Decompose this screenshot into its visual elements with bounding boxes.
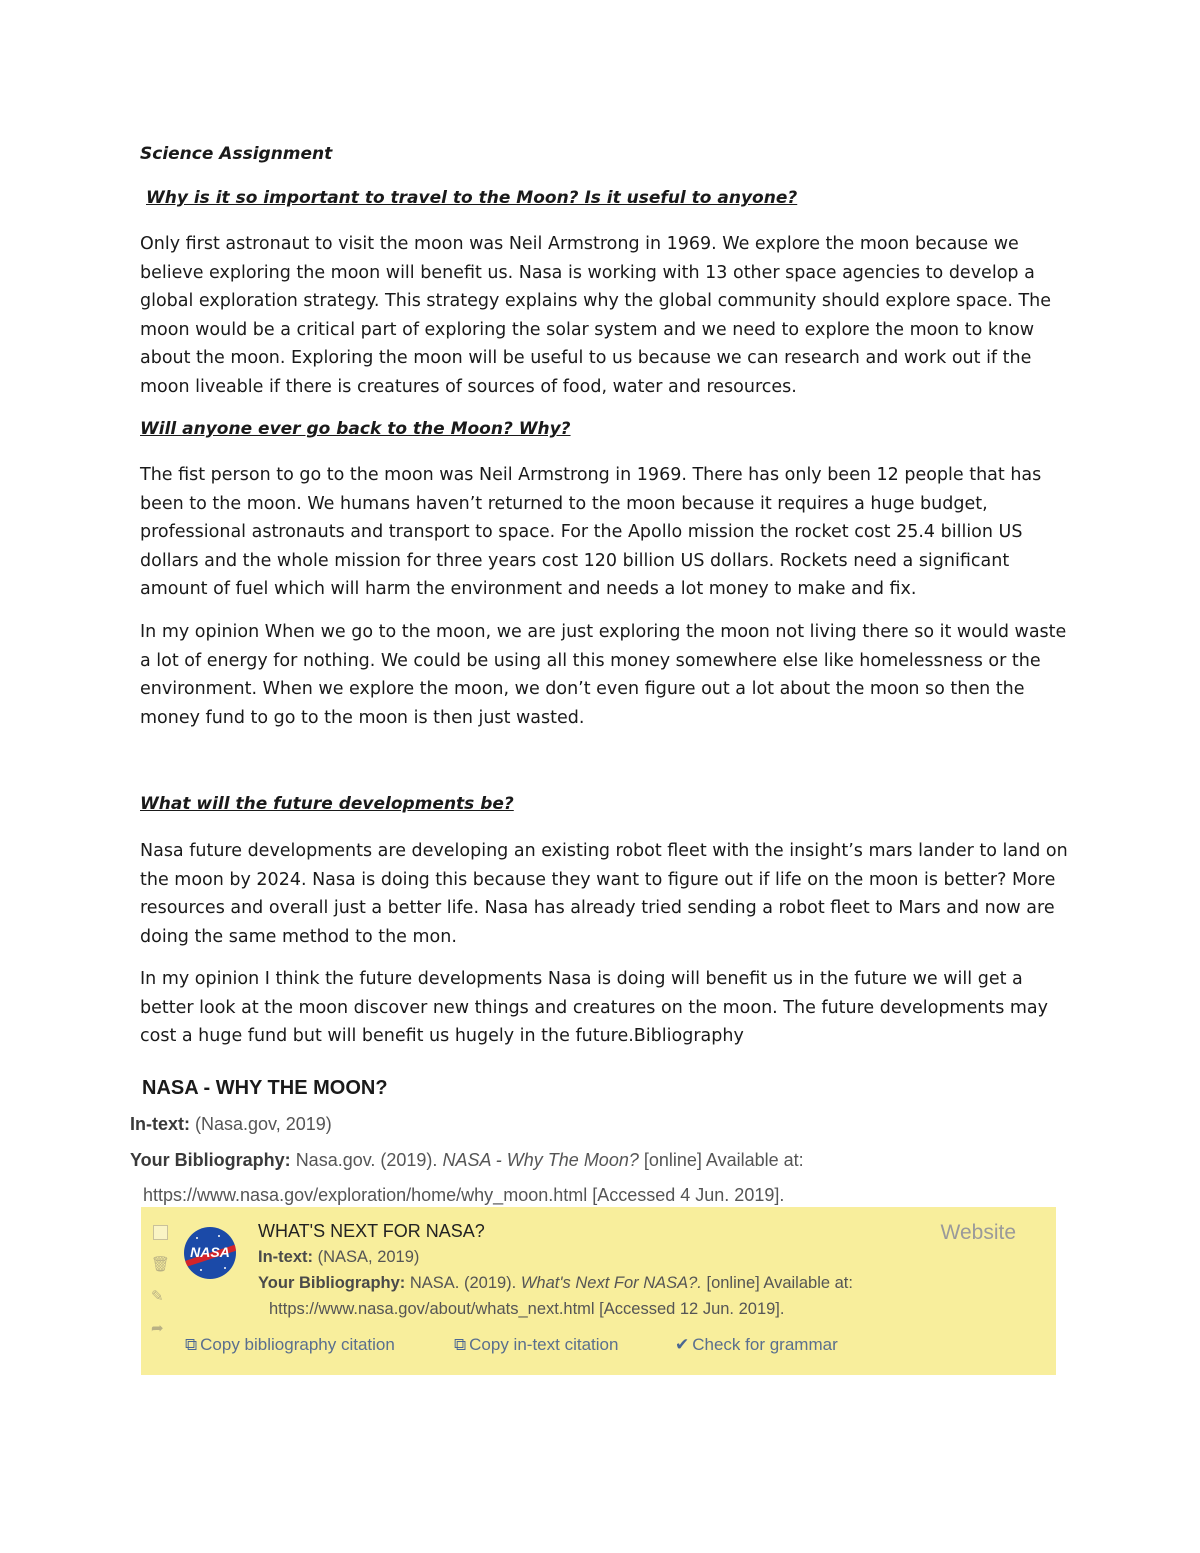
copy-bibliography-label: Copy bibliography citation — [200, 1335, 395, 1354]
bibliography-url-line: https://www.nasa.gov/exploration/home/why_moon.html [Accessed 4 Jun. 2019]. — [143, 1185, 785, 1205]
card-bibliography-url-line: https://www.nasa.gov/about/whats_next.html [Accessed 12 Jun. 2019]. — [269, 1300, 785, 1318]
bibliography-citation — [130, 1150, 804, 1171]
copy-intext-label: Copy in-text citation — [469, 1335, 619, 1354]
card-bibliography-citation — [258, 1274, 853, 1293]
check-grammar-label: Check for grammar — [692, 1335, 838, 1354]
question-heading-2: Will anyone ever go back to the Moon? Why? — [140, 419, 571, 439]
card-intext-citation — [258, 1248, 419, 1267]
copy-intext-button[interactable] — [454, 1335, 618, 1355]
card-intext-value: (NASA, 2019) — [317, 1248, 420, 1266]
card-bibliography-italic-title: What's Next For NASA?. — [520, 1274, 702, 1292]
paragraph-3: In my opinion When we go to the moon, we are just exploring the moon not living there so it would waste a lot of energy for nothing. We could be using all this money somewhere else like homelessness or the environment. When we explore the moon, we don’t even figure out a lot about the moon so then the money fund to go to the moon is then just wasted. — [140, 622, 1067, 728]
document-title: Science Assignment — [140, 144, 333, 164]
citation-title: WHAT'S NEXT FOR NASA? — [258, 1221, 485, 1241]
citation-card — [141, 1207, 1056, 1375]
card-bibliography-label: Your Bibliography: — [258, 1274, 406, 1292]
paragraph-4: Nasa future developments are developing an existing robot fleet with the insight’s mars lander to land on the moon by 2024. Nasa is doing this because they want to figure out if life on the moon is better? More resources and overall just a better life. Nasa has already tried sending a robot fleet to Mars and now are doing the same method to the mon. — [140, 841, 1068, 947]
share-arrow-icon[interactable]: ➦ — [151, 1319, 164, 1337]
question-heading-3: What will the future developments be? — [140, 794, 514, 814]
checkmark-icon: ✔ — [675, 1335, 690, 1354]
card-bibliography-suffix: [online] Available at: — [706, 1274, 853, 1292]
paragraph-5: In my opinion I think the future developments Nasa is doing will benefit us in the future we will get a better look at the moon discover new things and creatures on the moon. The future developments may cost a huge fund but will benefit us hugely in the future.Bibliography — [140, 969, 1049, 1046]
nasa-logo — [184, 1227, 236, 1279]
select-checkbox[interactable] — [153, 1225, 168, 1240]
trash-icon[interactable]: 🗑 — [151, 1255, 171, 1273]
intext-label: In-text: — [130, 1114, 190, 1134]
bibliography-entry-title: NASA - WHY THE MOON? — [142, 1077, 388, 1099]
card-intext-label: In-text: — [258, 1248, 313, 1266]
check-grammar-button[interactable] — [675, 1335, 838, 1355]
copy-icon: ⧉ — [185, 1335, 198, 1354]
intext-citation — [130, 1114, 332, 1135]
intext-value: (Nasa.gov, 2019) — [195, 1114, 332, 1134]
copy-bibliography-button[interactable] — [185, 1335, 395, 1355]
source-type-label: Website — [940, 1221, 1016, 1244]
bibliography-italic-title: NASA - Why The Moon? — [442, 1150, 639, 1170]
question-heading-1: Why is it so important to travel to the Moon? Is it useful to anyone? — [146, 188, 798, 208]
paragraph-1: Only first astronaut to visit the moon was Neil Armstrong in 1969. We explore the moon because we believe exploring the moon will benefit us. Nasa is working with 13 other space agencies to develop a global exploration strategy. This strategy explains why the global community should explore space. The moon would be a critical part of exploring the solar system and we need to explore the moon to know about the moon. Exploring the moon will be useful to us because we can research and work out if the moon liveable if there is creatures of sources of food, water and resources. — [140, 234, 1052, 397]
pencil-icon[interactable]: ✎ — [151, 1287, 164, 1305]
bibliography-prefix: Nasa.gov. (2019). — [295, 1150, 438, 1170]
card-bibliography-prefix: NASA. (2019). — [409, 1274, 517, 1292]
bibliography-suffix: [online] Available at: — [643, 1150, 804, 1170]
nasa-logo-text: NASA — [190, 1244, 230, 1260]
copy-icon: ⧉ — [454, 1335, 467, 1354]
bibliography-label: Your Bibliography: — [130, 1150, 291, 1170]
paragraph-2: The fist person to go to the moon was Neil Armstrong in 1969. There has only been 12 people that has been to the moon. We humans haven’t returned to the moon because it requires a huge budget, professional astronauts and transport to space. For the Apollo mission the rocket cost 25.4 billion US dollars and the whole mission for three years cost 120 billion US dollars. Rockets need a significant amount of fuel which will harm the environment and needs a lot money to make and fix. — [140, 465, 1042, 599]
